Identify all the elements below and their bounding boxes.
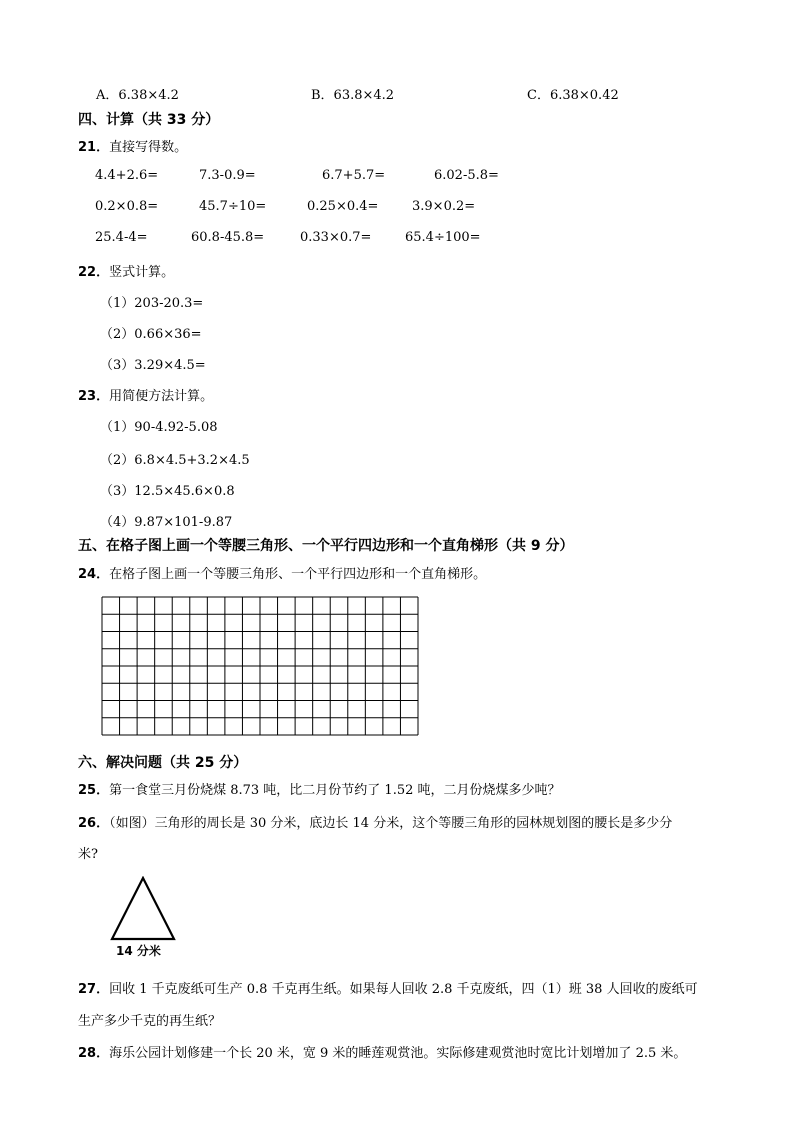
question-number: 25． [78, 783, 110, 798]
question-text: 第一食堂三月份烧煤 8.73 吨，比二月份节约了 1.52 吨，二月份烧煤多少吨？ [109, 783, 561, 798]
option-b: B．63.8×4.2 [311, 88, 395, 103]
calc-item: 0.33×0.7= [300, 230, 372, 245]
calc-item: 0.2×0.8= [95, 199, 159, 214]
question-text: 用简便方法计算。 [109, 389, 214, 404]
grid-lines [101, 596, 419, 736]
question-text: 直接写得数。 [109, 140, 188, 155]
question-24 [78, 563, 486, 582]
question-number: 21． [78, 140, 110, 155]
sub-item: （3）3.29×4.5= [100, 358, 206, 373]
calc-item: 6.7+5.7= [322, 168, 386, 183]
question-text: （如图）三角形的周长是 30 分米，底边长 14 分米，这个等腰三角形的园林规划图的腰长是多少分 [109, 816, 673, 831]
calc-item: 45.7÷10= [199, 199, 267, 214]
question-23 [78, 385, 213, 404]
question-text: 海乐公园计划修建一个长 20 米，宽 9 米的睡莲观赏池。实际修建观赏池时宽比计划增加了 2.5 米。 [109, 1046, 687, 1061]
question-number: 22． [78, 265, 110, 280]
question-28 [78, 1042, 686, 1061]
question-number: 23． [78, 389, 110, 404]
sub-item: （2）0.66×36= [100, 327, 202, 342]
question-26 [78, 812, 672, 831]
question-21 [78, 136, 187, 155]
grid-paper[interactable] [101, 596, 419, 736]
sub-item: （1）90-4.92-5.08 [100, 420, 218, 435]
sub-item: （2）6.8×4.5+3.2×4.5 [100, 453, 250, 468]
calc-item: 60.8-45.8= [191, 230, 265, 245]
question-27 [78, 978, 698, 997]
question-text: 在格子图上画一个等腰三角形、一个平行四边形和一个直角梯形。 [109, 567, 487, 582]
option-a: A．6.38×4.2 [96, 88, 179, 103]
section-6-title: 六、解决问题（共 25 分） [78, 755, 248, 771]
calc-item: 4.4+2.6= [95, 168, 159, 183]
question-text: 回收 1 千克废纸可生产 0.8 千克再生纸。如果每人回收 2.8 千克废纸，四（1）班 38 人回收的废纸可 [109, 982, 698, 997]
question-text: 竖式计算。 [109, 265, 175, 280]
calc-item: 0.25×0.4= [307, 199, 379, 214]
calc-item: 3.9×0.2= [412, 199, 476, 214]
question-26-continued: 米? [78, 847, 98, 862]
section-4-title: 四、计算（共 33 分） [78, 112, 220, 128]
question-number: 26． [78, 816, 110, 831]
calc-item: 6.02-5.8= [434, 168, 499, 183]
question-22 [78, 261, 174, 280]
question-number: 24． [78, 567, 110, 582]
calc-item: 25.4-4= [95, 230, 148, 245]
question-number: 27． [78, 982, 110, 997]
sub-item: （3）12.5×45.6×0.8 [100, 484, 235, 499]
question-25 [78, 779, 561, 798]
triangle-shape [112, 878, 174, 939]
triangle-base-label: 14 分米 [116, 944, 161, 958]
section-5-title: 五、在格子图上画一个等腰三角形、一个平行四边形和一个直角梯形（共 9 分） [78, 538, 574, 554]
option-c: C．6.38×0.42 [527, 88, 619, 103]
sub-item: （1）203-20.3= [100, 296, 204, 311]
calc-item: 65.4÷100= [405, 230, 481, 245]
question-number: 28． [78, 1046, 110, 1061]
calc-item: 7.3-0.9= [199, 168, 256, 183]
question-27-continued: 生产多少千克的再生纸？ [78, 1014, 222, 1029]
sub-item: （4）9.87×101-9.87 [100, 515, 233, 530]
